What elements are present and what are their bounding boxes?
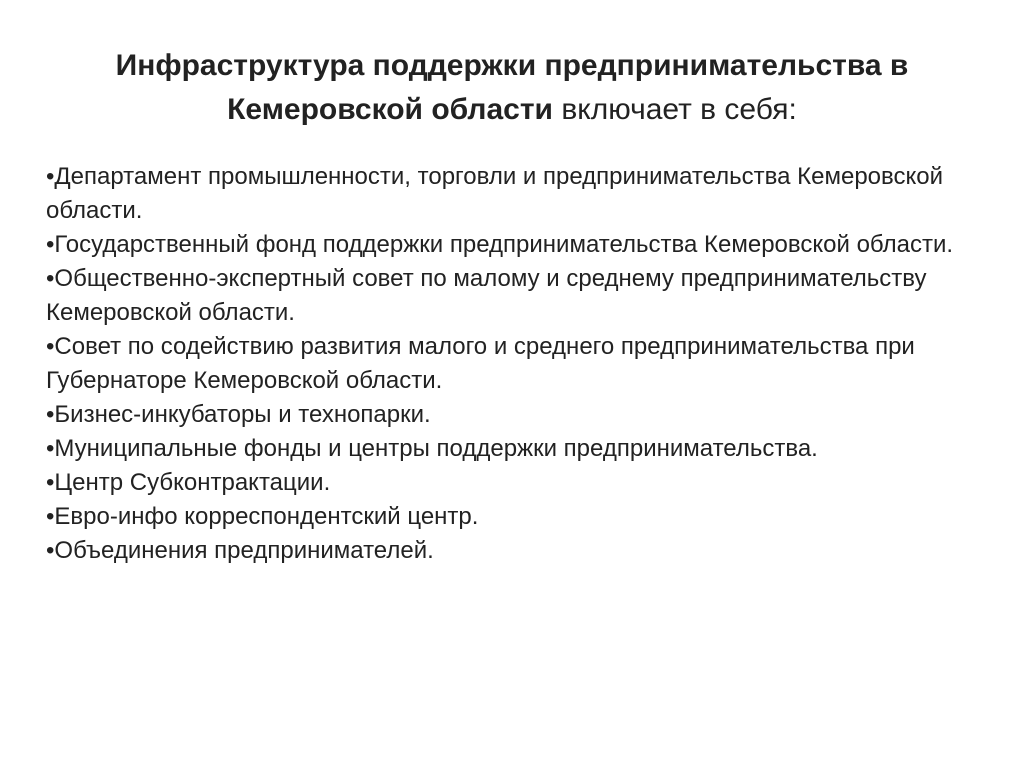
bullet-icon: • (46, 231, 55, 258)
bullet-icon: • (46, 265, 55, 292)
title-regular-part: включает в себя: (553, 93, 797, 126)
bullet-icon: • (46, 401, 55, 428)
list-item-text: Объединения предпринимателей. (54, 537, 434, 564)
list-item-text: Общественно-экспертный совет по малому и среднему предпринимательству Кемеровской области. (46, 265, 927, 326)
list-item (46, 160, 976, 228)
list-item-text: Совет по содействию развития малого и среднего предпринимательства при Губернаторе Кемеровской области. (46, 333, 915, 394)
bullet-icon: • (46, 435, 55, 462)
list-item (46, 432, 976, 466)
list-item-text: Евро-инфо корреспондентский центр. (54, 503, 479, 530)
list-item (46, 262, 976, 330)
list-item (46, 398, 976, 432)
list-item (46, 228, 976, 262)
list-item-text: Муниципальные фонды и центры поддержки предпринимательства. (54, 435, 818, 462)
bullet-list (46, 160, 976, 568)
bullet-icon: • (46, 503, 55, 530)
list-item-text: Государственный фонд поддержки предпринимательства Кемеровской области. (54, 231, 954, 258)
bullet-icon: • (46, 333, 55, 360)
slide-title (60, 44, 964, 132)
bullet-icon: • (46, 163, 55, 190)
list-item-text: Центр Субконтрактации. (54, 469, 331, 496)
list-item (46, 466, 976, 500)
list-item-text: Бизнес-инкубаторы и технопарки. (54, 401, 431, 428)
list-item (46, 500, 976, 534)
list-item (46, 330, 976, 398)
bullet-icon: • (46, 537, 55, 564)
list-item (46, 534, 976, 568)
bullet-icon: • (46, 469, 55, 496)
list-item-text: Департамент промышленности, торговли и предпринимательства Кемеровской области. (46, 163, 944, 224)
title-bold-part: Инфраструктура поддержки предпринимательства в Кемеровской области (115, 49, 909, 126)
